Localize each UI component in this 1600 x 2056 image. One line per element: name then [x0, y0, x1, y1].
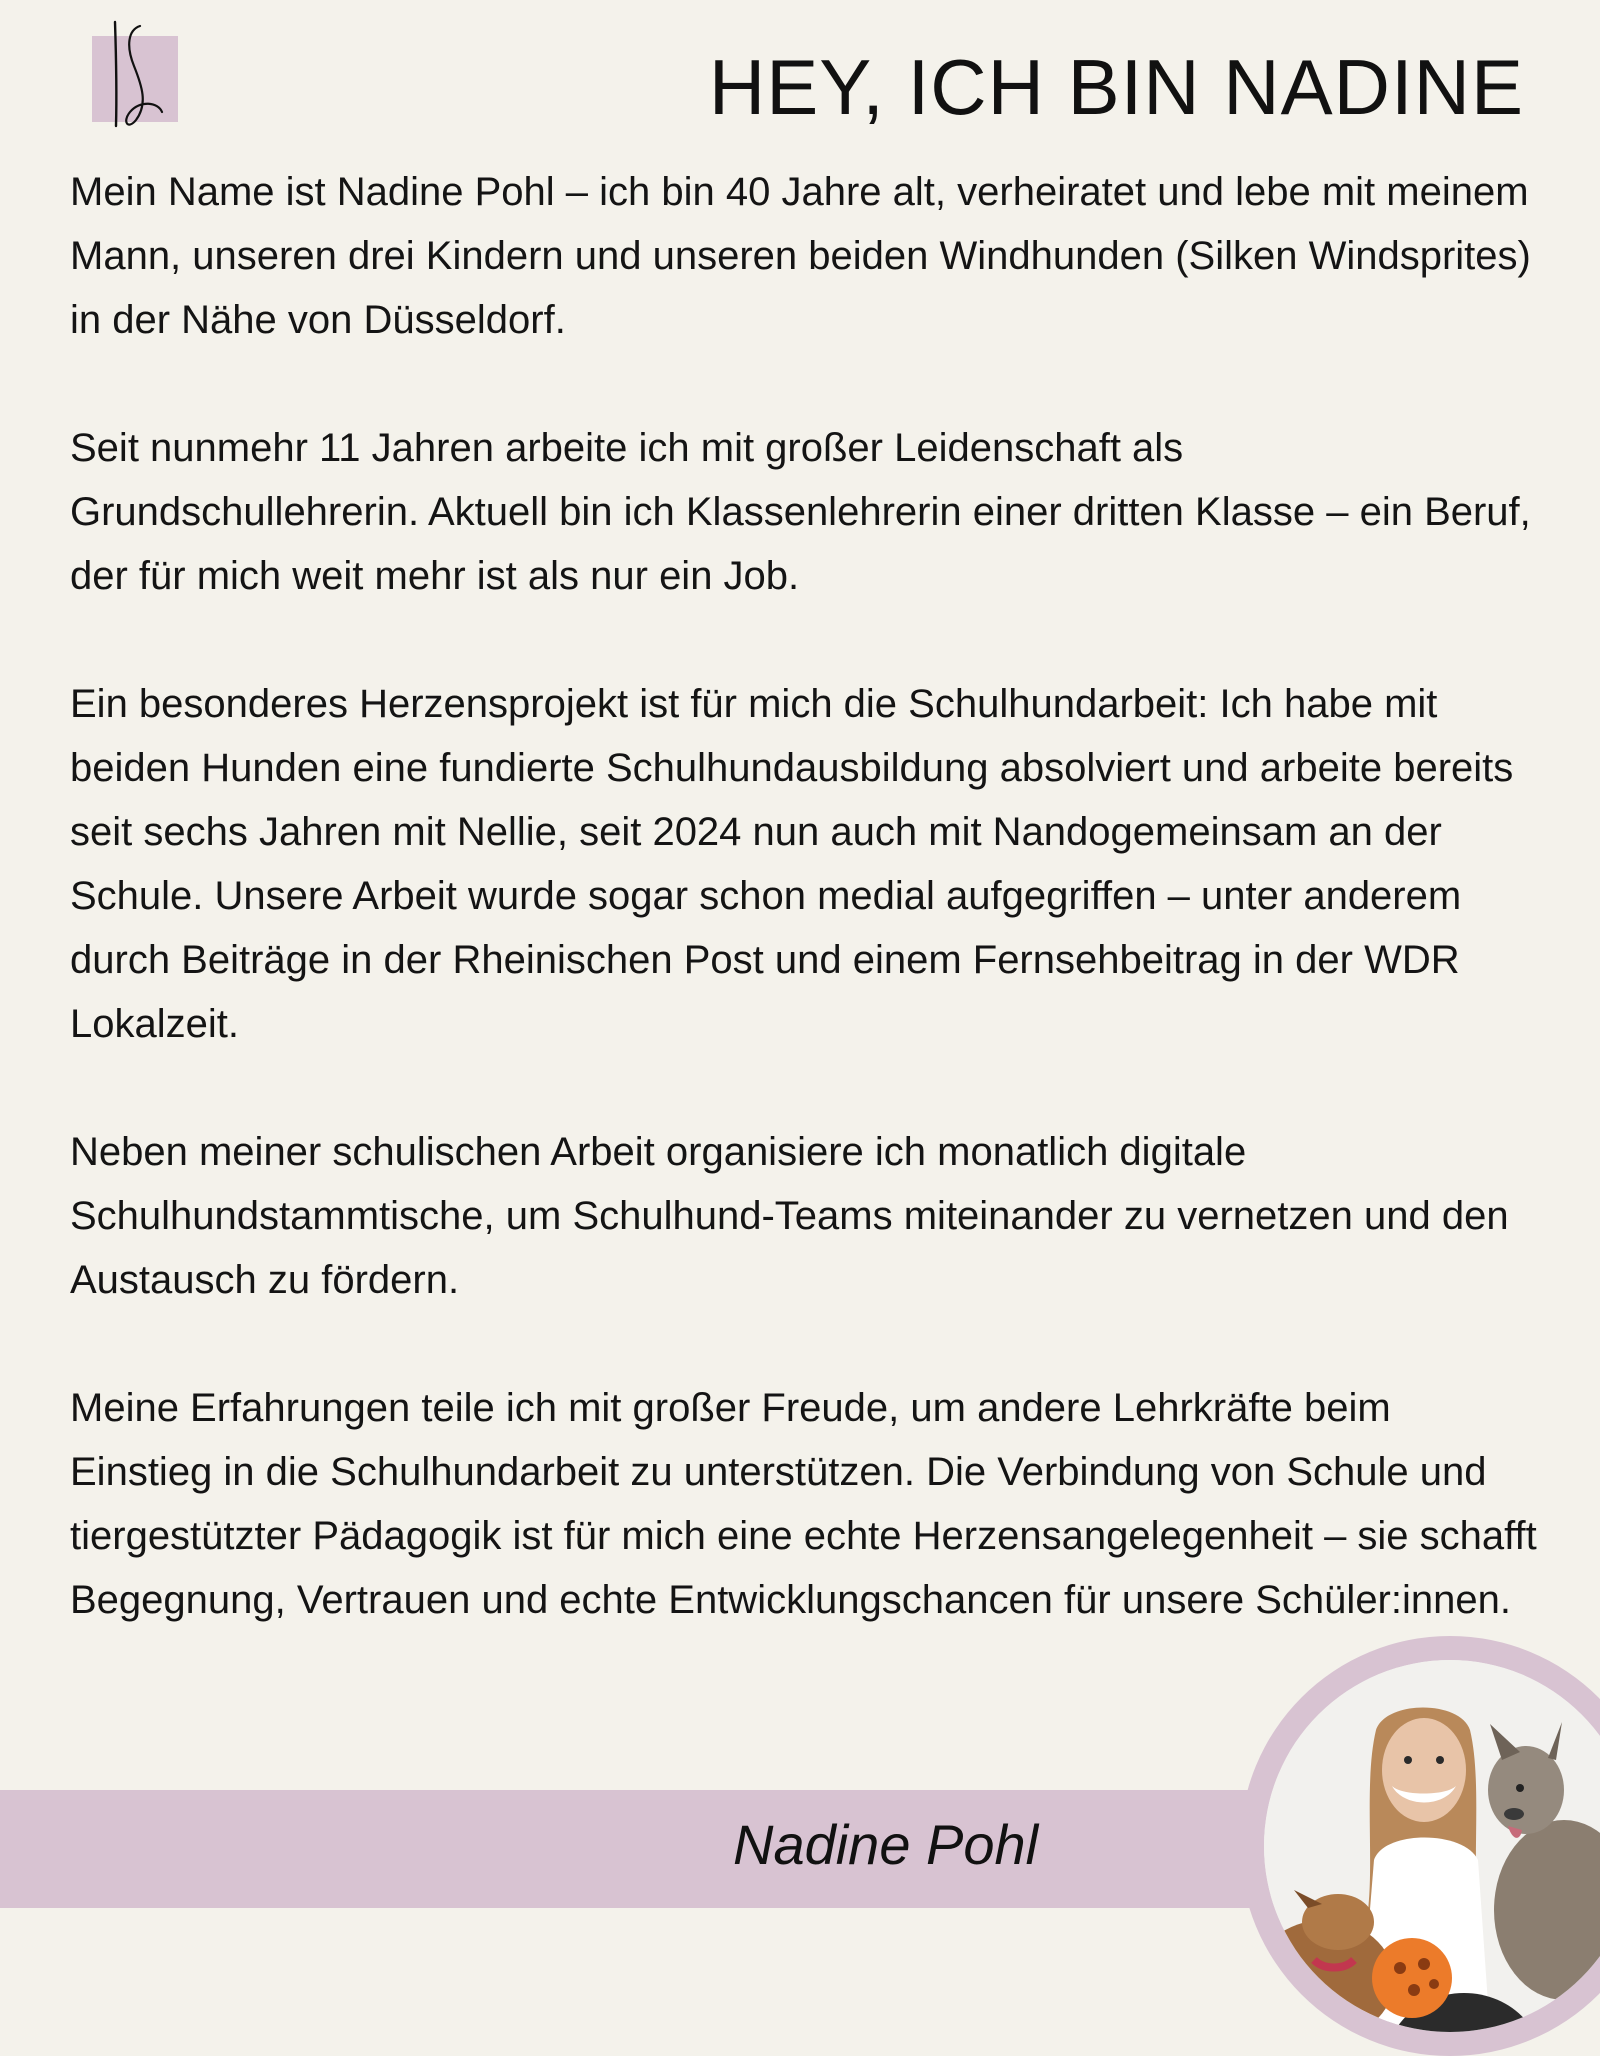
logo-monogram-icon: [88, 8, 188, 138]
bio-text: [70, 160, 1540, 1696]
page-title: HEY, ICH BIN NADINE: [708, 43, 1524, 131]
signature-name: Nadine Pohl: [733, 1813, 1039, 1876]
paragraph-intro: Mein Name ist Nadine Pohl – ich bin 40 Jahre alt, verheiratet und lebe mit meinem Mann, unseren drei Kindern und unseren beiden Windhunden (Silken Windsprites) in der Nähe von Düsseldorf.: [70, 170, 1531, 342]
paragraph-sharing: Meine Erfahrungen teile ich mit großer Freude, um andere Lehrkräfte beim Einstieg in die Schulhundarbeit zu unterstützen. Die Verbindung von Schule und tiergestützter Pädagogik ist für mich eine echte Herzensangelegenheit – sie schafft Begegnung, Vertrauen und echte Entwicklungschancen für unsere Schüler:innen.: [70, 1386, 1537, 1622]
paragraph-career: Seit nunmehr 11 Jahren arbeite ich mit großer Leidenschaft als Grundschullehrerin. Aktuell bin ich Klassenlehrerin einer dritten Klasse – ein Beruf, der für mich weit mehr ist als nur ein Job.: [70, 426, 1531, 598]
logo: [88, 8, 188, 138]
name-band: [0, 1790, 1300, 1908]
paragraph-school-dog: Ein besonderes Herzensprojekt ist für mich die Schulhundarbeit: Ich habe mit beiden Hunden eine fundierte Schulhundausbildung absolviert und arbeite bereits seit sechs Jahren mit Nellie, seit 2024 nun auch mit Nandogemeinsam an der Schule. Unsere Arbeit wurde sogar schon medial aufgegriffen – unter anderem durch Beiträge in der Rheinischen Post und einem Fernsehbeitrag in der WDR Lokalzeit.: [70, 682, 1514, 1046]
paragraph-network: Neben meiner schulischen Arbeit organisiere ich monatlich digitale Schulhundstammtische, um Schulhund-Teams miteinander zu vernetzen und den Austausch zu fördern.: [70, 1130, 1509, 1302]
